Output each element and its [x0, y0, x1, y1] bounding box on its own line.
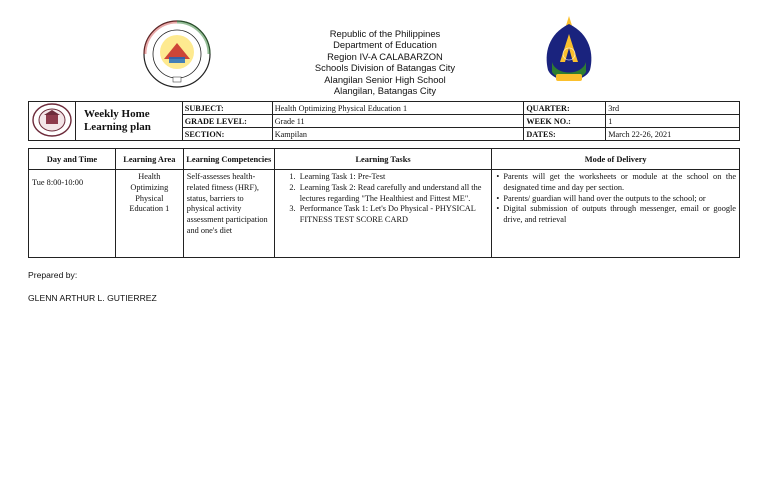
list-item: 2. Learning Task 2: Read carefully and understand all the lectures regarding "The Healthiest and Fittest ME".: [298, 183, 489, 205]
day-time-value: Tue 8:00-10:00: [32, 178, 84, 187]
dates-label: DATES:: [524, 128, 606, 141]
learning-plan-table: [28, 148, 740, 258]
header-line: Alangilan Senior High School: [324, 73, 446, 85]
subject-label: SUBJECT:: [182, 102, 272, 115]
schools-division-seal-icon: [142, 19, 212, 89]
quarter-value: 3rd: [606, 102, 740, 115]
alangilan-shs-crest-icon: [538, 14, 600, 92]
cell-learning-competencies: [183, 170, 274, 258]
cell-learning-tasks: [274, 170, 492, 258]
school-seal-cell: [29, 102, 76, 141]
header-mode-of-delivery: Mode of Delivery: [492, 149, 740, 170]
table-row: [29, 170, 740, 258]
grade-value: Grade 11: [272, 115, 524, 128]
week-value: 1: [606, 115, 740, 128]
page-title: Weekly Home Learning plan: [75, 102, 182, 141]
header-line: Region IV-A CALABARZON: [327, 50, 443, 62]
prepared-by-label: Prepared by:: [28, 270, 78, 280]
list-item: 3. Performance Task 1: Let's Do Physical - PHYSICAL FITNESS TEST SCORE CARD: [298, 204, 489, 226]
school-seal-icon: [32, 130, 72, 139]
cell-mode-of-delivery: [492, 170, 740, 258]
week-label: WEEK NO.:: [524, 115, 606, 128]
delivery-list: [495, 172, 736, 226]
learning-area-value: Health Optimizing Physical Education 1: [129, 172, 170, 214]
list-item: 1. Learning Task 1: Pre-Test: [298, 172, 489, 183]
header-line: Alangilan, Batangas City: [333, 85, 437, 97]
header-line: Schools Division of Batangas City: [314, 62, 456, 74]
header-learning-tasks: Learning Tasks: [274, 149, 492, 170]
header-line: Department of Education: [333, 39, 437, 51]
competencies-value: Self-assesses health-related fitness (HRF), status, barriers to physical activity assessment participation and one's diet: [186, 172, 268, 235]
table-header-row: [29, 149, 740, 170]
grade-label: GRADE LEVEL:: [182, 115, 272, 128]
agency-header: [250, 28, 520, 96]
header-learning-competencies: Learning Competencies: [183, 149, 274, 170]
preparer-name: GLENN ARTHUR L. GUTIERREZ: [28, 293, 157, 303]
list-item: • Parents/ guardian will hand over the outputs to the school; or: [503, 194, 736, 205]
cell-day-time: [29, 170, 116, 258]
cell-learning-area: [115, 170, 183, 258]
section-label: SECTION:: [182, 128, 272, 141]
task-list: [278, 172, 489, 226]
header-learning-area: Learning Area: [115, 149, 183, 170]
list-item: • Digital submission of outputs through messenger, email or google drive, and retrieval: [503, 204, 736, 226]
subject-value: Health Optimizing Physical Education 1: [272, 102, 524, 115]
header-day-time: Day and Time: [29, 149, 116, 170]
plan-info-table: [28, 101, 740, 141]
header-line: Republic of the Philippines: [329, 28, 441, 39]
list-item: • Parents will get the worksheets or module at the school on the designated time and day per section.: [503, 172, 736, 194]
dates-value: March 22-26, 2021: [606, 128, 740, 141]
section-value: Kampilan: [272, 128, 524, 141]
quarter-label: QUARTER:: [524, 102, 606, 115]
